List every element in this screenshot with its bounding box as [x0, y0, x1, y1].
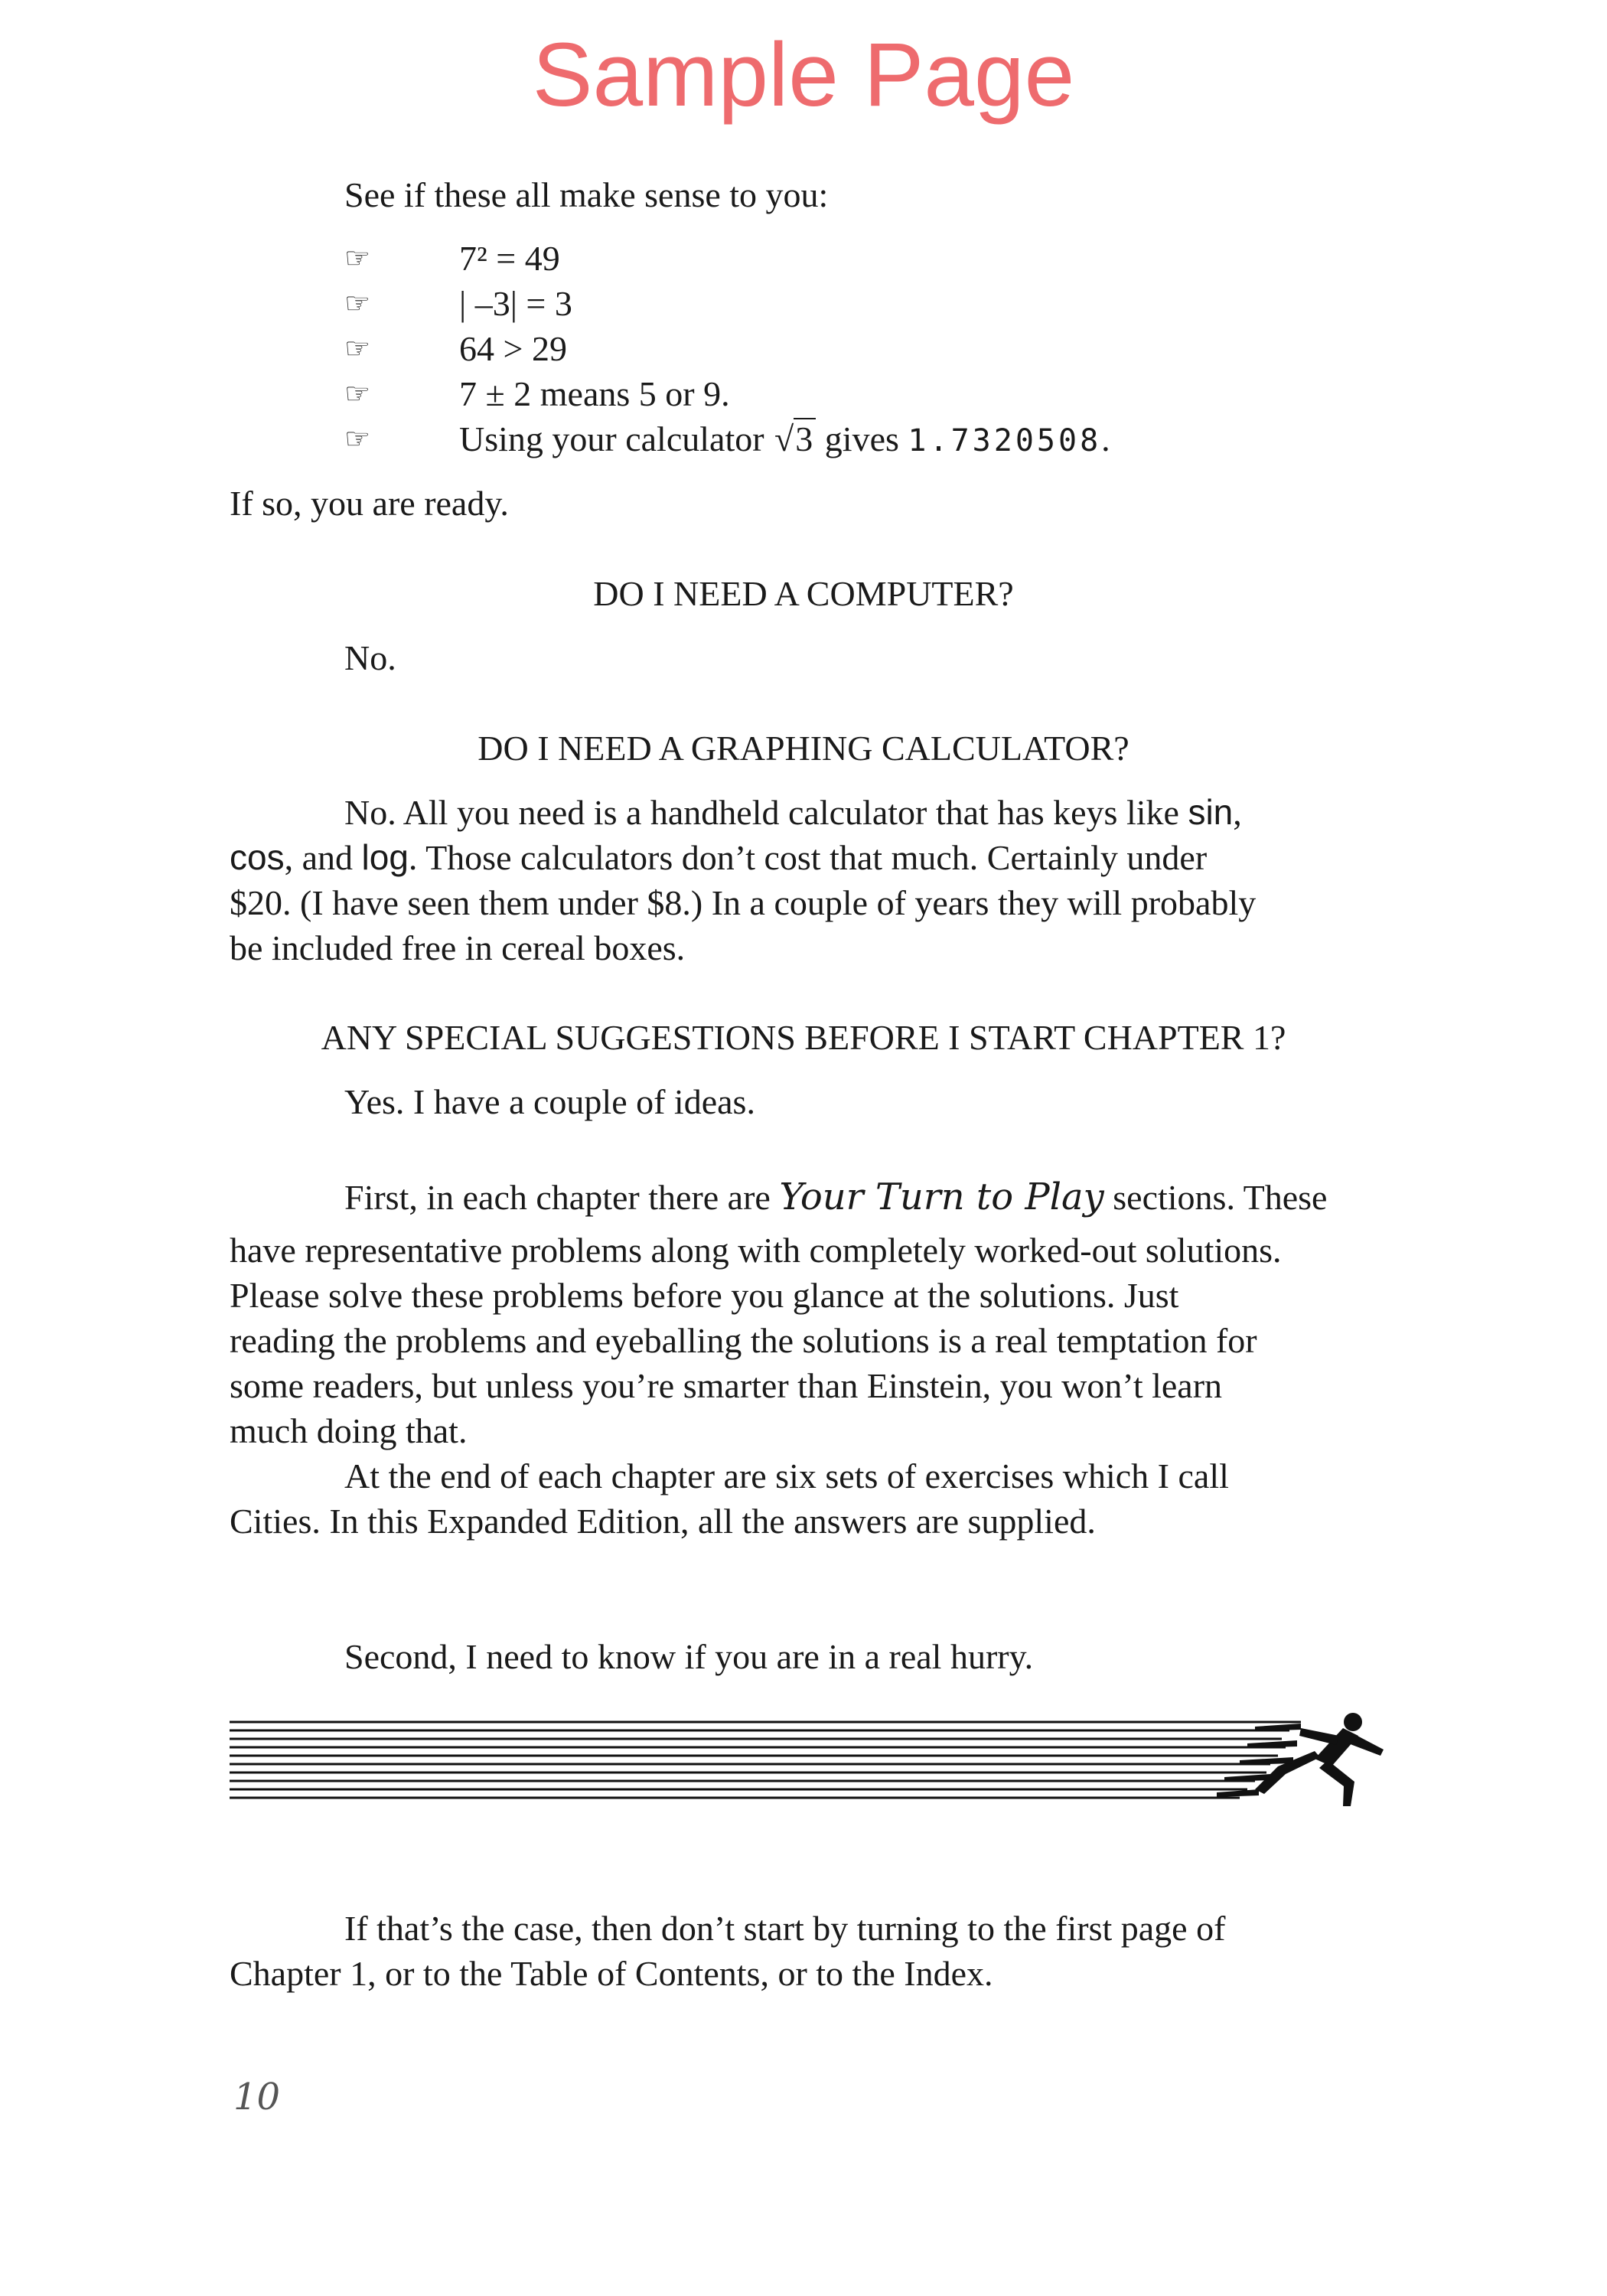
square-root-expression [773, 416, 816, 461]
bullet-text-before: Using your calculator [459, 419, 774, 458]
bullet-text: 64 > 29 [459, 329, 567, 368]
paragraph-line: be included free in cereal boxes. [230, 928, 686, 967]
line-text: First, in each chapter there are [344, 1178, 780, 1217]
paragraph-line: reading the problems and eyeballing the solutions is a real temptation for [230, 1321, 1257, 1360]
line-text: . Those calculators don’t cost that much. Certainly under [408, 838, 1208, 877]
line-text: , and [284, 838, 362, 877]
bullet-item [344, 236, 1339, 281]
paragraph-line [344, 1175, 1327, 1220]
section-heading: ANY SPECIAL SUGGESTIONS BEFORE I START CHAPTER 1? [321, 1018, 1286, 1057]
section-heading: DO I NEED A GRAPHING CALCULATOR? [478, 729, 1129, 768]
intro-text: See if these all make sense to you: [344, 175, 829, 214]
pointing-hand-icon: ☞ [344, 241, 371, 275]
bullet-text: 7² = 49 [459, 239, 560, 278]
pointing-hand-icon: ☞ [344, 331, 371, 365]
bullet-text [459, 416, 1110, 464]
paragraph-line [230, 835, 1207, 880]
line-text: No. All you need is a handheld calculator that has keys like [344, 793, 1188, 832]
sample-page-watermark: Sample Page [532, 24, 1075, 126]
paragraph-line: Second, I need to know if you are in a real hurry. [344, 1637, 1034, 1676]
ready-text: If so, you are ready. [230, 484, 509, 523]
pointing-hand-icon: ☞ [344, 377, 371, 410]
paragraph-line: If that’s the case, then don’t start by turning to the first page of [344, 1909, 1226, 1948]
paragraph-line: much doing that. [230, 1411, 468, 1450]
running-person-speed-lines-icon [230, 1713, 1385, 1812]
calculator-display-value: 1.7320508 [908, 423, 1102, 458]
paragraph-line [344, 790, 1242, 835]
paragraph-line: Chapter 1, or to the Table of Contents, or to the Index. [230, 1954, 993, 1993]
key-label-sin: sin [1188, 792, 1234, 832]
bullet-text-middle: gives [816, 419, 908, 458]
bullet-item [344, 326, 1339, 371]
paragraph-line: Please solve these problems before you glance at the solutions. Just [230, 1276, 1179, 1315]
line-text: sections. These [1103, 1178, 1328, 1217]
radical-sign: √ [774, 419, 794, 458]
paragraph-line: some readers, but unless you’re smarter than Einstein, you won’t learn [230, 1366, 1223, 1405]
pointing-hand-icon: ☞ [344, 286, 371, 320]
key-label-log: log [361, 837, 409, 877]
paragraph-line: $20. (I have seen them under $8.) In a couple of years they will probably [230, 883, 1257, 922]
pointing-hand-icon: ☞ [344, 422, 371, 455]
paragraph-line: have representative problems along with completely worked-out solutions. [230, 1231, 1282, 1270]
line-text: , [1233, 793, 1242, 832]
bullet-item [344, 371, 1339, 416]
your-turn-to-play-title: Your Turn to Play [779, 1176, 1104, 1218]
bullet-text: 7 ± 2 means 5 or 9. [459, 374, 730, 413]
page-number: 10 [233, 2076, 281, 2118]
bullet-item [344, 416, 1339, 461]
key-label-cos: cos [230, 837, 285, 877]
section-answer: No. [344, 638, 396, 677]
paragraph-line: Cities. In this Expanded Edition, all the answers are supplied. [230, 1502, 1096, 1541]
radicand: 3 [794, 418, 816, 458]
section-heading: DO I NEED A COMPUTER? [593, 574, 1014, 613]
bullet-text: | –3| = 3 [459, 284, 572, 323]
paragraph-line: At the end of each chapter are six sets of exercises which I call [344, 1456, 1229, 1495]
bullet-text-after: . [1101, 419, 1110, 458]
bullet-item [344, 281, 1339, 326]
section-answer: Yes. I have a couple of ideas. [344, 1082, 755, 1121]
